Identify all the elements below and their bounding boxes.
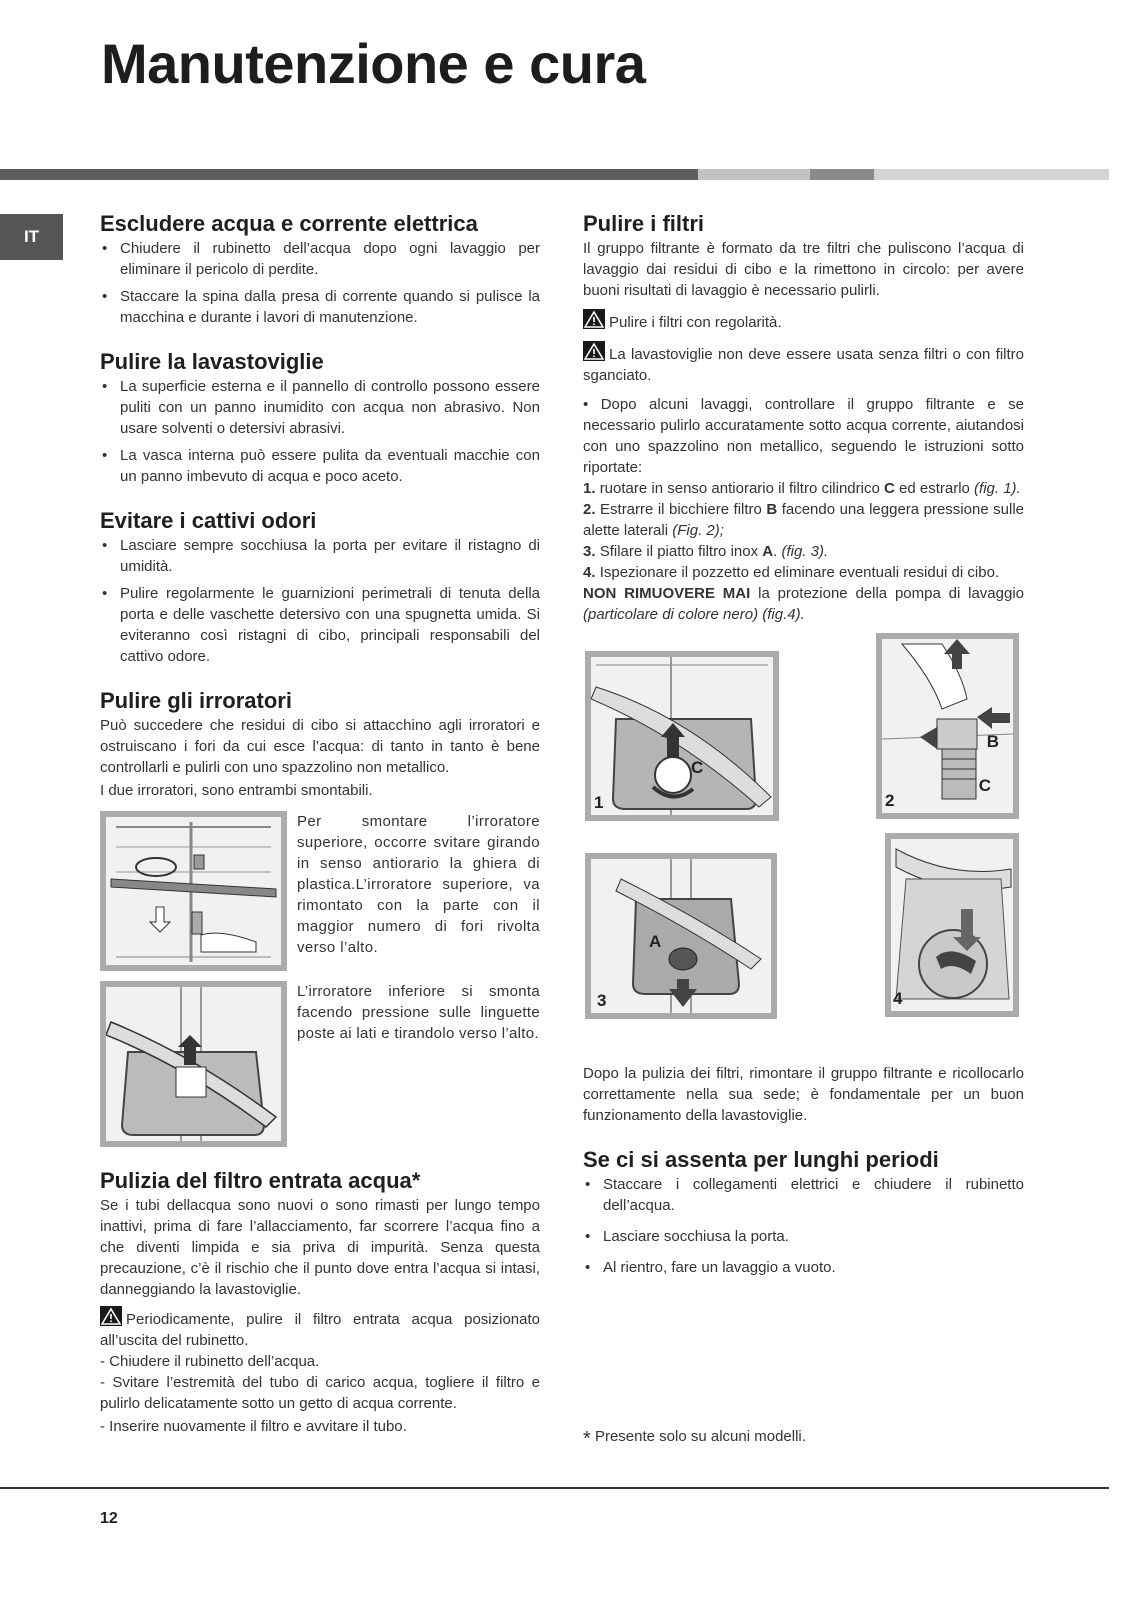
section-heading: Escludere acqua e corrente elettrica	[100, 211, 478, 236]
paragraph: Può succedere che residui di cibo si attacchino agli irroratori e ostruiscano i fori da cui esce l’acqua: di tanto in tanto è bene controllarli e pulirli con uno spazzolino non metallico.	[100, 717, 540, 776]
list-item: • Lasciare sempre socchiusa la porta per evitare il ristagno di umidità.	[100, 535, 540, 577]
warning-paragraph	[583, 341, 1024, 386]
upper-spray-arm-text: Per smontare l’irroratore superiore, occorre svitare girando in senso antiorario la ghiera di plastica.L’irroratore superiore, va rimontato con la parte con il maggior numero di fori rivolta verso l’alto.	[297, 813, 540, 956]
section-heading: Pulire la lavastoviglie	[100, 349, 324, 374]
section-disconnect	[100, 210, 540, 328]
paragraph: Il gruppo filtrante è formato da tre filtri che puliscono l’acqua di lavaggio dai residui di cibo e la rimettono in circolo: per avere buoni risultati di lavaggio è necessario pulirli.	[583, 240, 1024, 299]
section-heading: Se ci si assenta per lunghi periodi	[583, 1147, 939, 1172]
page-number: 12	[100, 1510, 118, 1527]
warning-icon	[583, 341, 605, 361]
step-2: 2. Estrarre il bicchiere filtro B facendo una leggera pressione sulle alette laterali (Fig. 2);	[583, 501, 1024, 539]
section-heading: Pulire i filtri	[583, 211, 705, 236]
figure-2	[876, 633, 1019, 819]
figure-number: 4	[893, 989, 903, 1008]
section-clean-dishwasher	[100, 348, 540, 487]
step: - Chiudere il rubinetto dell’acqua.	[100, 1353, 320, 1370]
figure-label: C	[691, 758, 704, 777]
figure-3	[585, 853, 777, 1019]
list-item: • Chiudere il rubinetto dell’acqua dopo ogni lavaggio per eliminare il pericolo di perdite.	[100, 238, 540, 280]
warning-paragraph	[100, 1306, 540, 1351]
lower-spray-arm-figure	[100, 981, 287, 1147]
filters-figures	[583, 643, 1024, 1033]
section-heading: Pulizia del filtro entrata acqua*	[100, 1168, 421, 1193]
paragraph: • Dopo alcuni lavaggi, controllare il gruppo filtrante e se necessario pulirlo accuratamente sotto acqua corrente, aiutandosi con uno spazzolino non metallico, seguendo le istruzioni sotto riportate:	[583, 396, 1024, 476]
list-item: • Staccare i collegamenti elettrici e chiudere il rubinetto dell’acqua.	[583, 1174, 1024, 1216]
figure-number: 1	[594, 793, 604, 812]
warning-icon	[583, 309, 605, 329]
section-spray-arms	[100, 687, 540, 1147]
figure-label: A	[649, 932, 662, 951]
warning-text: Periodicamente, pulire il filtro entrata acqua posizionato all’uscita del rubinetto.	[100, 1311, 540, 1349]
left-column	[100, 210, 540, 1457]
figure-number: 3	[597, 991, 607, 1010]
language-tab: IT	[0, 214, 63, 260]
list-item: • Al rientro, fare un lavaggio a vuoto.	[583, 1257, 1024, 1278]
footnote-text: Presente solo su alcuni modelli.	[594, 1428, 806, 1445]
section-water-inlet-filter	[100, 1167, 540, 1437]
list-item: • La superficie esterna e il pannello di controllo possono essere puliti con un panno inumidito con acqua non abrasivo. Non usare solventi o detersivi abrasivi.	[100, 376, 540, 439]
step-4: 4. Ispezionare il pozzetto ed eliminare eventuali residui di cibo. NON RIMUOVERE MAI la protezione della pompa di lavaggio (particolare di colore nero) (fig.4).	[583, 564, 1024, 623]
lower-spray-arm-text: L’irroratore inferiore si smonta facendo pressione sulle linguette poste ai lati e tirandolo verso l’alto.	[297, 983, 540, 1042]
paragraph: I due irroratori, sono entrambi smontabili.	[100, 782, 373, 799]
upper-spray-arm-figure	[100, 811, 287, 971]
right-column	[583, 210, 1024, 1298]
paragraph: Se i tubi dellacqua sono nuovi o sono rimasti per lungo tempo inattivi, prima di fare l’allacciamento, far scorrere l’acqua fino a che diventi limpida e sia priva di impurità. Senza questa precauzione, c’è il rischio che il punto dove entra l’acqua si intasi, danneggiando la lavastoviglie.	[100, 1197, 540, 1298]
list-item: • Pulire regolarmente le guarnizioni perimetrali di tenuta della porta e delle vaschette detersivo con una spugnetta umida. Si eviteranno così ristagni di cibo, principali responsabili del cattivo odore.	[100, 583, 540, 667]
footer-line	[0, 1487, 1109, 1489]
section-heading: Pulire gli irroratori	[100, 688, 292, 713]
figure-1	[585, 651, 779, 821]
list-item: • Staccare la spina dalla presa di corrente quando si pulisce la macchina e durante i lavori di manutenzione.	[100, 286, 540, 328]
step: - Svitare l’estremità del tubo di carico acqua, togliere il filtro e pulirlo delicatamente sotto un getto di acqua corrente.	[100, 1374, 540, 1412]
warning-icon	[100, 1306, 122, 1326]
figure-label: B	[986, 732, 999, 751]
page-title: Manutenzione e cura	[101, 32, 646, 95]
section-filters	[583, 210, 1024, 1126]
footnote	[583, 1428, 806, 1451]
step-1: 1. ruotare in senso antiorario il filtro cilindrico C ed estrarlo (fig. 1).	[583, 480, 1021, 497]
step: - Inserire nuovamente il filtro e avvitare il tubo.	[100, 1418, 407, 1435]
section-heading: Evitare i cattivi odori	[100, 508, 317, 533]
warning-text: La lavastoviglie non deve essere usata senza filtri o con filtro sganciato.	[583, 346, 1024, 384]
header-bar	[0, 169, 1109, 180]
warning-text: Pulire i filtri con regolarità.	[609, 314, 782, 331]
list-item: • Lasciare socchiusa la porta.	[583, 1226, 1024, 1247]
list-item: • La vasca interna può essere pulita da eventuali macchie con un panno imbevuto di acqua e poco aceto.	[100, 445, 540, 487]
footnote-star: *	[583, 1428, 591, 1450]
warning-paragraph	[583, 309, 1024, 333]
figure-4	[885, 833, 1019, 1017]
paragraph: Dopo la pulizia dei filtri, rimontare il gruppo filtrante e ricollocarlo correttamente nella sua sede; è fondamentale per un buon funzionamento della lavastoviglie.	[583, 1065, 1024, 1124]
section-long-absence	[583, 1146, 1024, 1278]
figure-label: C	[978, 776, 991, 795]
section-odors	[100, 507, 540, 667]
figure-number: 2	[885, 791, 895, 810]
step-3: 3. Sfilare il piatto filtro inox A. (fig. 3).	[583, 543, 829, 560]
